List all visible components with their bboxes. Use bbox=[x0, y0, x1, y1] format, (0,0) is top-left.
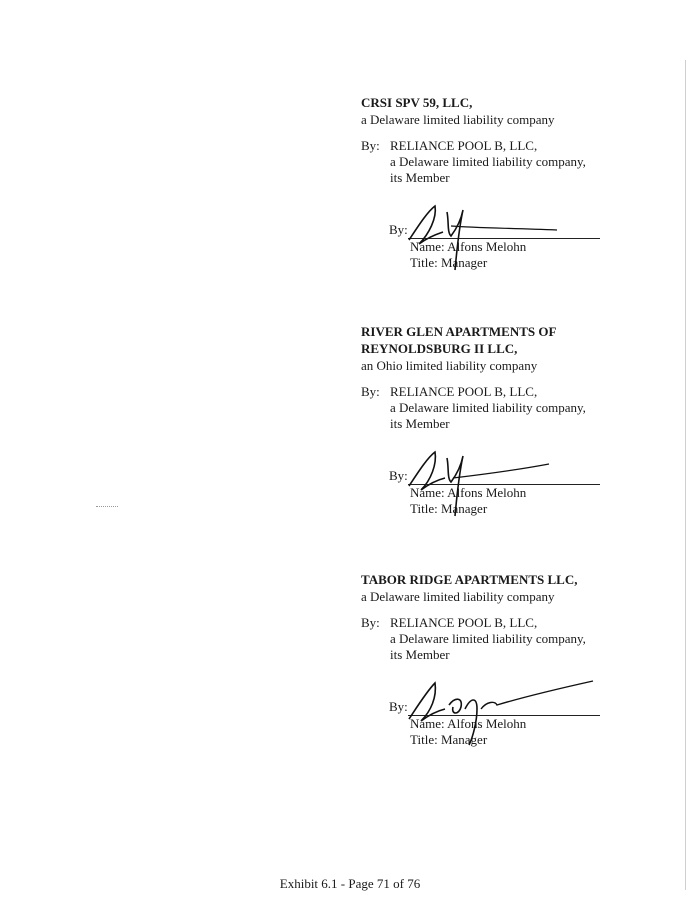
handwritten-signature bbox=[407, 675, 607, 755]
entity-name-line-1: RIVER GLEN APARTMENTS OF bbox=[361, 324, 557, 339]
page-footer: Exhibit 6.1 - Page 71 of 76 bbox=[279, 876, 421, 891]
member-role: its Member bbox=[390, 416, 450, 431]
entity-name-line-2: REYNOLDSBURG II LLC, bbox=[361, 341, 518, 356]
signature-area bbox=[361, 687, 681, 747]
by-section bbox=[361, 138, 681, 186]
signature-area bbox=[361, 210, 681, 270]
member-entity-description: a Delaware limited liability company, bbox=[390, 154, 586, 169]
signature-area bbox=[361, 456, 681, 516]
by-section bbox=[361, 384, 681, 432]
signatory-name: Name: Alfons Melohn bbox=[410, 485, 527, 500]
signature-block-tabor-ridge bbox=[361, 571, 681, 747]
by-label: By: bbox=[361, 615, 380, 630]
signatory-name: Name: Alfons Melohn bbox=[410, 716, 527, 731]
member-entity-name: RELIANCE POOL B, LLC, bbox=[390, 615, 538, 630]
by-section bbox=[361, 615, 681, 663]
signatory-name: Name: Alfons Melohn bbox=[410, 239, 527, 254]
signatory-title: Title: Manager bbox=[410, 501, 488, 516]
entity-name: CRSI SPV 59, LLC, bbox=[361, 95, 473, 110]
by-label: By: bbox=[361, 138, 380, 153]
sig-by-label: By: bbox=[389, 468, 408, 483]
member-entity-name: RELIANCE POOL B, LLC, bbox=[390, 138, 538, 153]
member-entity-description: a Delaware limited liability company, bbox=[390, 400, 586, 415]
signature-block-crsi bbox=[361, 94, 681, 270]
signatory-title: Title: Manager bbox=[410, 255, 488, 270]
sig-by-label: By: bbox=[389, 699, 408, 714]
entity-description: a Delaware limited liability company bbox=[361, 589, 555, 604]
member-entity-name: RELIANCE POOL B, LLC, bbox=[390, 384, 538, 399]
signature-block-river-glen bbox=[361, 323, 681, 516]
handwritten-signature bbox=[407, 198, 607, 278]
scan-speck bbox=[96, 506, 118, 509]
entity-description: an Ohio limited liability company bbox=[361, 358, 538, 373]
entity-description: a Delaware limited liability company bbox=[361, 112, 555, 127]
handwritten-signature bbox=[407, 444, 607, 524]
signatory-title: Title: Manager bbox=[410, 732, 488, 747]
entity-name: TABOR RIDGE APARTMENTS LLC, bbox=[361, 572, 578, 587]
member-entity-description: a Delaware limited liability company, bbox=[390, 631, 586, 646]
sig-by-label: By: bbox=[389, 222, 408, 237]
member-role: its Member bbox=[390, 647, 450, 662]
page-edge-line bbox=[685, 60, 686, 890]
by-label: By: bbox=[361, 384, 380, 399]
member-role: its Member bbox=[390, 170, 450, 185]
